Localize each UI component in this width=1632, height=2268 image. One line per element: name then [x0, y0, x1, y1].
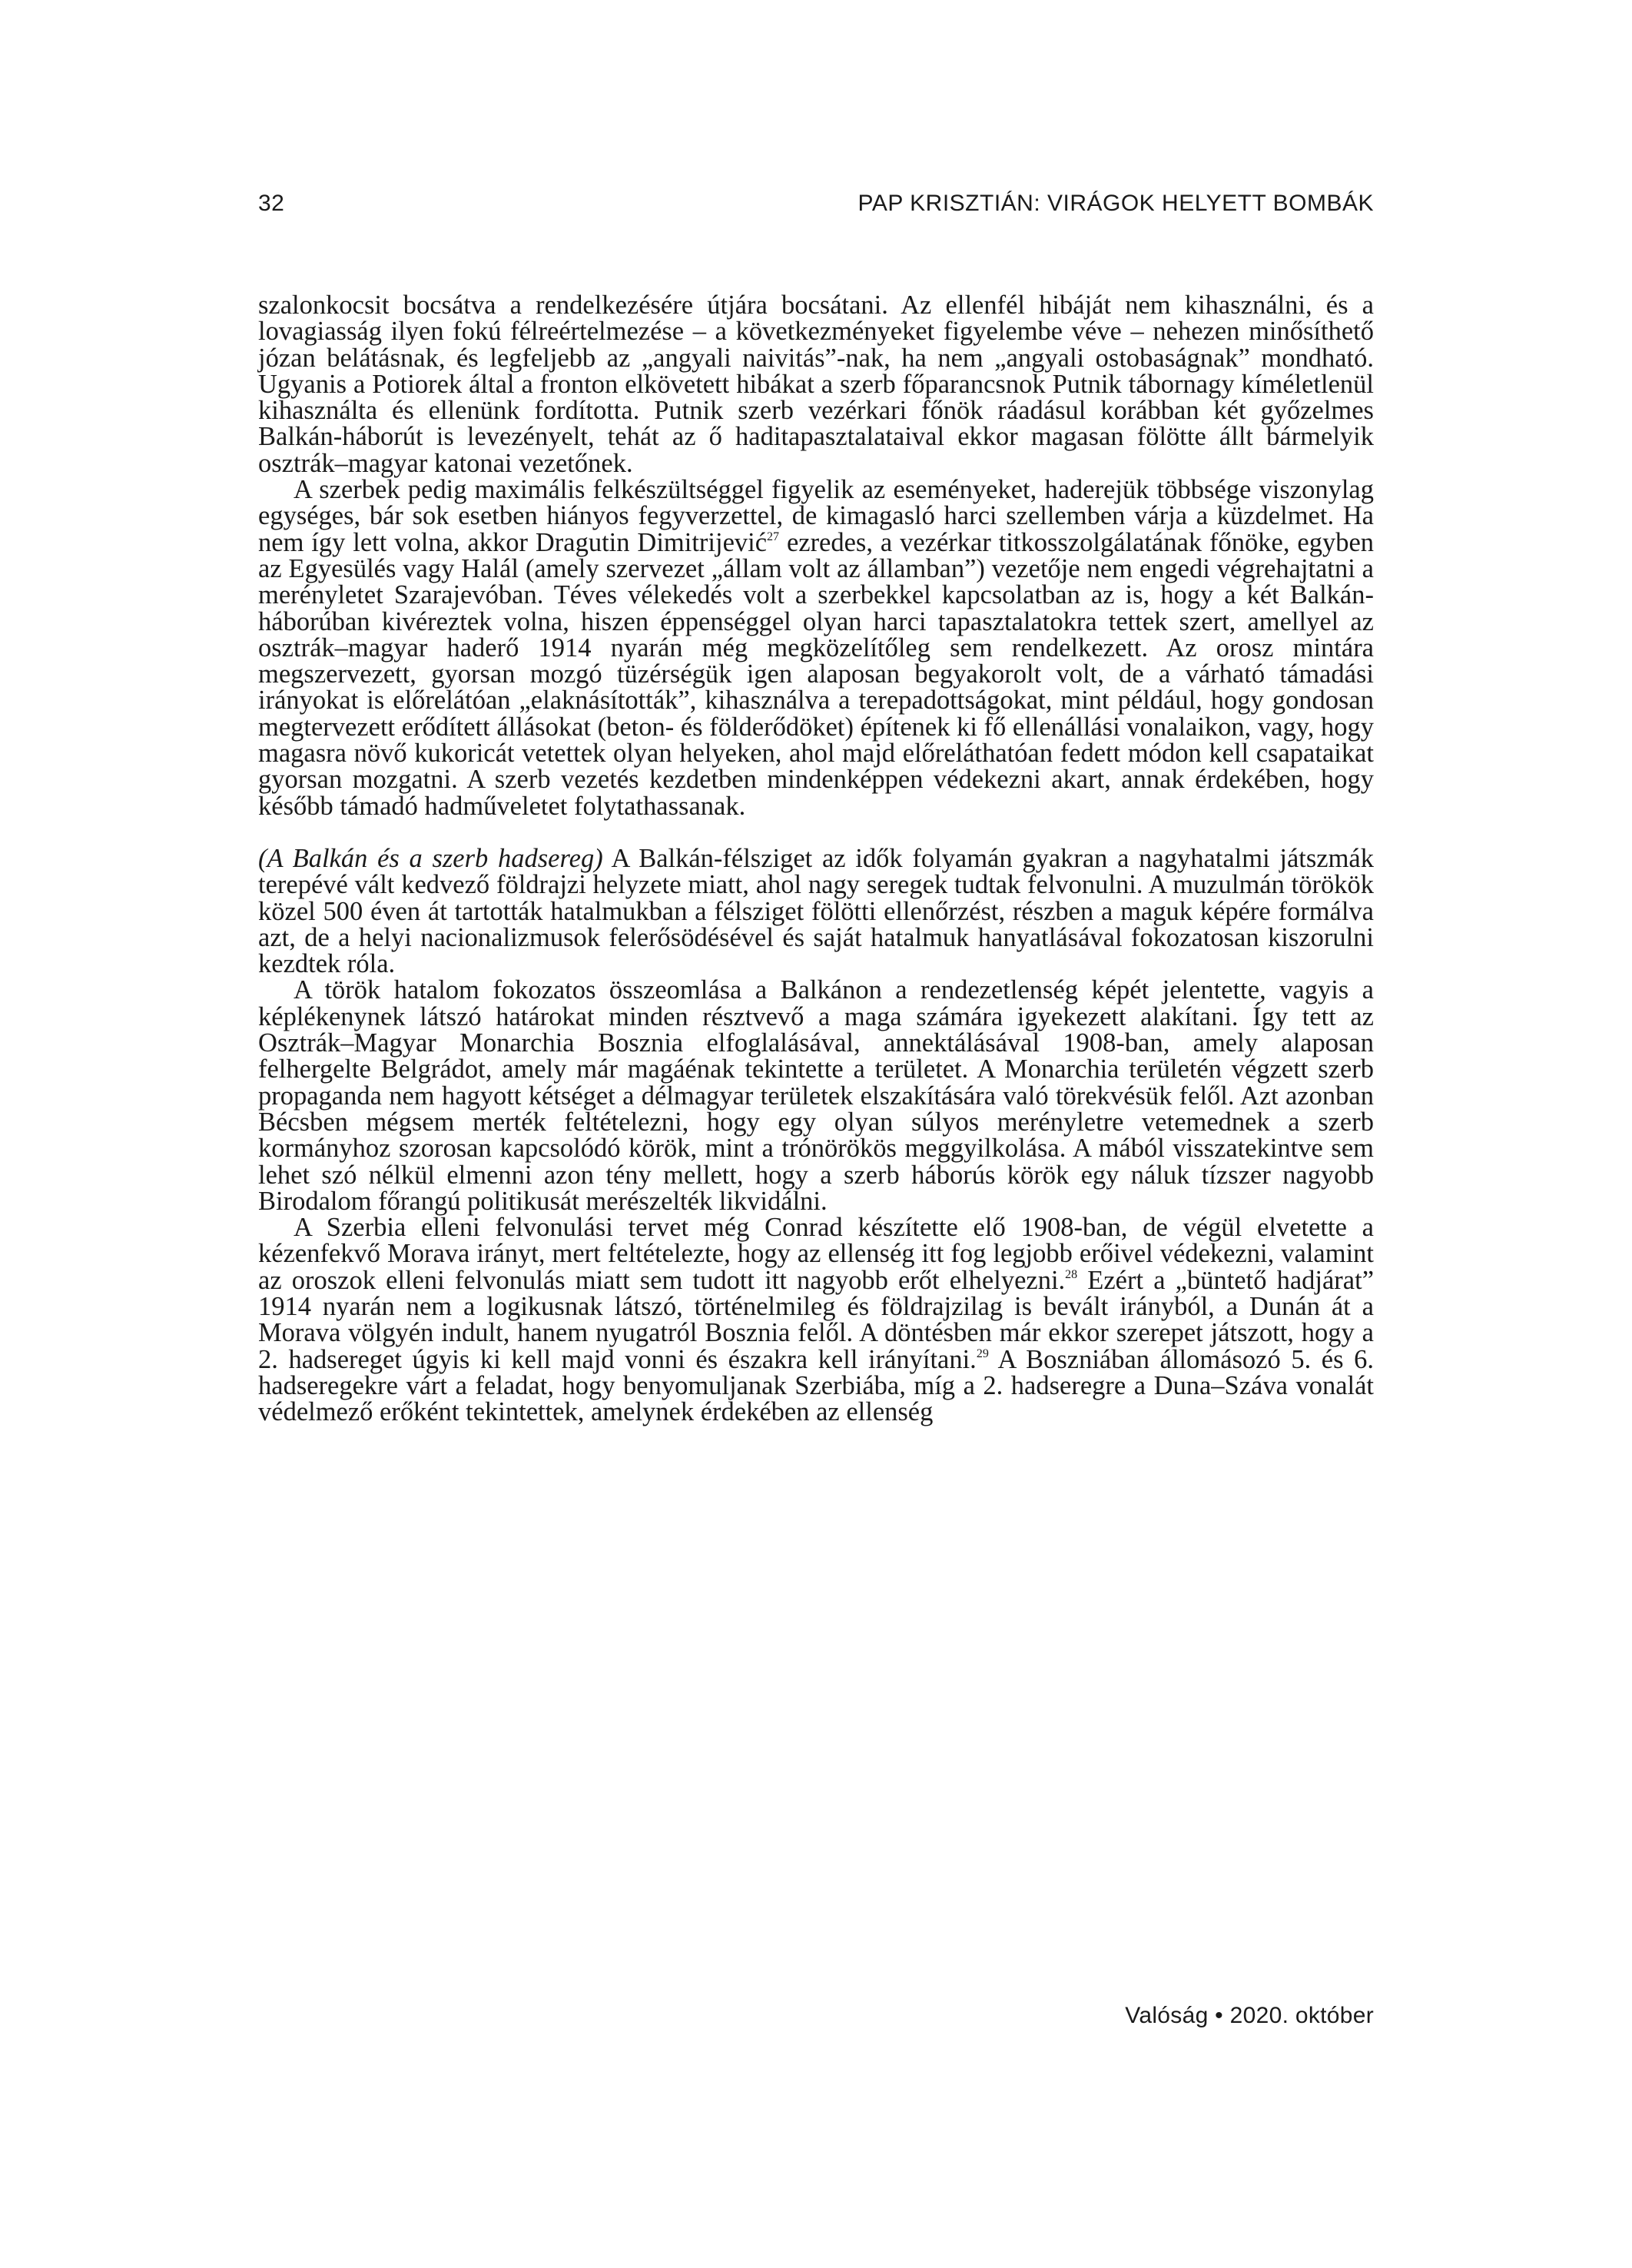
- footnote-ref[interactable]: 28: [1065, 1267, 1078, 1281]
- paragraph-continued: [258, 292, 1374, 477]
- running-header: [258, 191, 1374, 221]
- paragraph-text: Ezért a „büntető hadjárat” 1914 nyarán nem a logikusnak látszó, történelmileg és földrajzilag is bevált irányból, a Dunán át a Morava völgyén indult, hanem nyugatról Bosznia felől. A döntésben már ekkor szerepet játszott, hogy a 2. hadsereget úgyis ki kell majd vonni és északra kell irányítani.: [258, 1265, 1375, 1374]
- publication-info: Valóság • 2020. október: [1125, 2003, 1374, 2028]
- section-label: (A Balkán és a szerb hadsereg): [258, 843, 603, 873]
- paragraph: [258, 477, 1374, 819]
- paragraph: [258, 1214, 1374, 1425]
- paragraph-text: A szerbek pedig maximális felkészültséggel figyelik az eseményeket, haderejük többsége viszonylag egységes, bár sok esetben hiányos fegyverzettel, de kimagasló harci szellemben várja a küzdelmet. Ha nem így lett volna, akkor Dragutin Dimitrijević: [258, 475, 1374, 557]
- running-title: PAP KRISZTIÁN: VIRÁGOK HELYETT BOMBÁK: [857, 191, 1374, 216]
- paragraph-text: A török hatalom fokozatos összeomlása a Balkánon a rendezetlenség képét jelentette, vagyis a képlékenynek látszó határokat minden résztvevő a maga számára igyekezett alakítani. Így tett az Osztrák–Magyar Monarchia Bosznia elfoglalásával, annektálásával 1908-ban, amely alaposan felhergelte Belgrádot, amely már magáénak tekintette a területet. A Monarchia területén végzett szerb propaganda nem hagyott kétséget a délmagyar területek elszakítására való törekvésük felől. Azt azonban Bécsben mégsem merték feltételezni, hogy egy olyan súlyos merényletre vetemednek a szerb kormányhoz szorosan kapcsolódó körök, mint a trónörökös meggyilkolása. A mából visszatekintve sem lehet szó nélkül elmenni azon tény mellett, hogy a szerb háborús körök egy náluk tízszer nagyobb Birodalom főrangú politikusát merészelték likvidálni.: [258, 975, 1374, 1216]
- section-paragraph: [258, 845, 1374, 977]
- article-body: [258, 292, 1374, 1425]
- paragraph-text: A Boszniában állomásozó 5. és 6. hadseregekre várt a feladat, hogy benyomuljanak Szerbiába, míg a 2. hadseregre a Duna–Száva vonalát védelmező erőként tekintettek, amelynek érdekében az ellenség: [258, 1344, 1374, 1427]
- page-number: 32: [258, 191, 285, 216]
- paragraph-text: A Szerbia elleni felvonulási tervet még Conrad készítette elő 1908-ban, de végül elvetette a kézenfekvő Morava irányt, mert feltételezte, hogy az ellenség itt fog legjobb erőivel védekezni, valamint az oroszok elleni felvonulás miatt sem tudott itt nagyobb erőt elhelyezni.: [258, 1213, 1374, 1295]
- paragraph-text: szalonkocsit bocsátva a rendelkezésére útjára bocsátani. Az ellenfél hibáját nem kihasználni, és a lovagiasság ilyen fokú félreértelmezése – a következményeket figyelembe véve – nehezen minősíthető józan belátásnak, és legfeljebb az „angyali naivitás”-nak, ha nem „angyali ostobaságnak” mondható. Ugyanis a Potiorek által a fronton elkövetett hibákat a szerb főparancsnok Putnik tábornagy kíméletlenül kihasználta és ellenünk fordította. Putnik szerb vezérkari főnök ráadásul korábban két győzelmes Balkán-háborút is levezényelt, tehát az ő haditapasztalataival ekkor magasan fölötte állt bármelyik osztrák–magyar katonai vezetőnek.: [258, 291, 1374, 478]
- paragraph: [258, 977, 1374, 1214]
- paragraph-text: A Balkán-félsziget az idők folyamán gyakran a nagyhatalmi játszmák terepévé vált kedvező földrajzi helyzete miatt, ahol nagy seregek tudtak felvonulni. A muzulmán törökök közel 500 éven át tartották hatalmukban a félsziget fölötti ellenőrzést, részben a maguk képére formálva azt, de a helyi nacionalizmusok felerősödésével és saját hatalmuk hanyatlásával fokozatosan kiszorulni kezdtek róla.: [258, 843, 1374, 979]
- paragraph-text: ezredes, a vezérkar titkosszolgálatának főnöke, egyben az Egyesülés vagy Halál (amely szervezet „állam volt az államban”) vezetője nem engedi végrehajtatni a merényletet Szarajevóban. Téves vélekedés volt a szerbekkel kapcsolatban az is, hogy a két Balkánháborúban kivéreztek volna, hiszen éppenséggel olyan harci tapasztalatokra tettek szert, amellyel az osztrák–magyar haderő 1914 nyarán még megközelítőleg sem rendelkezett. Az orosz mintára megszervezett, gyorsan mozgó tüzérségük igen alaposan begyakorolt volt, de a várható támadási irányokat is előrelátóan „elaknásították”, kihasználva a terepadottságokat, mint például, hogy gondosan megtervezett erődített állásokat (beton- és földerődöket) építenek ki fő ellenállási vonalaikon, vagy, hogy magasra növő kukoricát vetettek olyan helyeken, ahol majd előreláthatóan fedett módon kell csapataikat gyorsan mozgatni. A szerb vezetés kezdetben mindenképpen védekezni akart, annak érdekében, hogy később támadó hadműveletet folytathassanak.: [258, 527, 1375, 821]
- page-footer: [1125, 2003, 1374, 2029]
- footnote-ref[interactable]: 27: [767, 530, 780, 543]
- footnote-ref[interactable]: 29: [976, 1347, 989, 1360]
